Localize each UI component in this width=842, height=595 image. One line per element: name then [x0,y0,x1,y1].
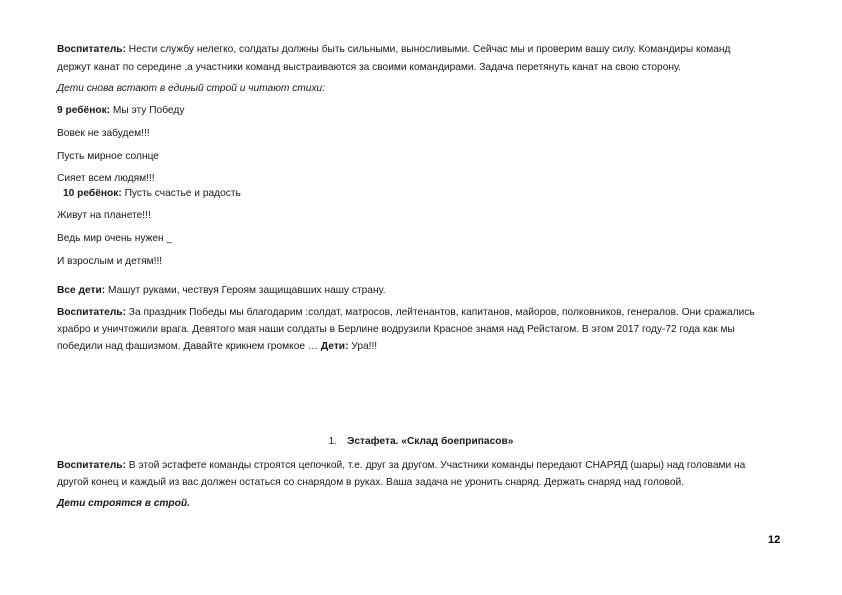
speaker-label: Все дети: [57,285,106,296]
paragraph-text: другой конец и каждый из вас должен остаться со снарядом в руках. Ваша задача не уронить снаряд. Держать снаряд над головой. [57,477,685,488]
speaker-label: Воспитатель: [57,307,126,318]
page-number: 12 [768,534,781,546]
paragraph-text: В этой эстафете команды строятся цепочкой, т.е. друг за другом. Участники команды передают СНАРЯД (шары) над головами на [125,460,746,471]
poem-10-line-3: Ведь мир очень нужен _ [57,233,173,244]
paragraph-educator-1-line-1 [57,41,797,58]
paragraph-educator-2-line-1 [57,304,797,321]
paragraph-educator-1-line-2 [57,59,797,76]
poem-10-line-2: Живут на планете!!! [57,210,151,221]
paragraph-educator-2-line-2 [57,321,797,338]
paragraph-text: Нести службу нелегко, солдаты должны быть сильными, выносливыми. Сейчас мы и проверим вашу силу. Командиры команд [125,44,731,55]
all-children-line [57,282,797,299]
stage-direction-2: Дети строятся в строй. [57,498,190,509]
speaker-label: 9 ребёнок: [57,105,111,116]
paragraph-text: Ура!!! [348,341,378,352]
speaker-label: Воспитатель: [57,460,126,471]
poem-9-line-3: Пусть мирное солнце [57,151,159,162]
poem-text: Мы эту Победу [110,105,185,116]
paragraph-text: держут канат по середине ,а участники команд выстраиваются за своими командирами. Задача перетянуть канат на свою сторону. [57,62,681,73]
paragraph-text: победили над фашизмом. Давайте крикнем громкое … [57,341,321,352]
relay-number: 1. [328,436,338,447]
poem-10-line-1 [63,185,803,202]
paragraph-text: храбро и уничтожили врага. Девятого мая наши солдаты в Берлине водрузили Красное знамя над Рейстагом. В этом 2017 году-72 года как мы [57,324,735,335]
poem-10-line-4: И взрослым и детям!!! [57,256,163,267]
paragraph-educator-3-line-1 [57,457,797,474]
poem-9-line-1 [57,102,797,119]
paragraph-educator-3-line-2 [57,474,797,491]
poem-9-line-4: Сияет всем людям!!! [57,173,155,184]
relay-heading [0,433,842,450]
poem-9-line-2: Вовек не забудем!!! [57,128,150,139]
speaker-label: Воспитатель: [57,44,126,55]
speaker-label: Дети: [320,341,349,352]
paragraph-text: Машут руками, чествуя Героям защищавших нашу страну. [105,285,386,296]
speaker-label: 10 ребёнок: [63,188,122,199]
paragraph-text: За праздник Победы мы благодарим :солдат, матросов, лейтенантов, капитанов, майоров, полковников, генералов. Они сражались [125,307,755,318]
paragraph-educator-2-line-3 [57,338,797,355]
stage-direction-1: Дети снова встают в единый строй и читают стихи: [57,83,326,94]
poem-text: Пусть счастье и радость [121,188,241,199]
relay-title: Эстафета. «Склад боеприпасов» [347,436,514,447]
